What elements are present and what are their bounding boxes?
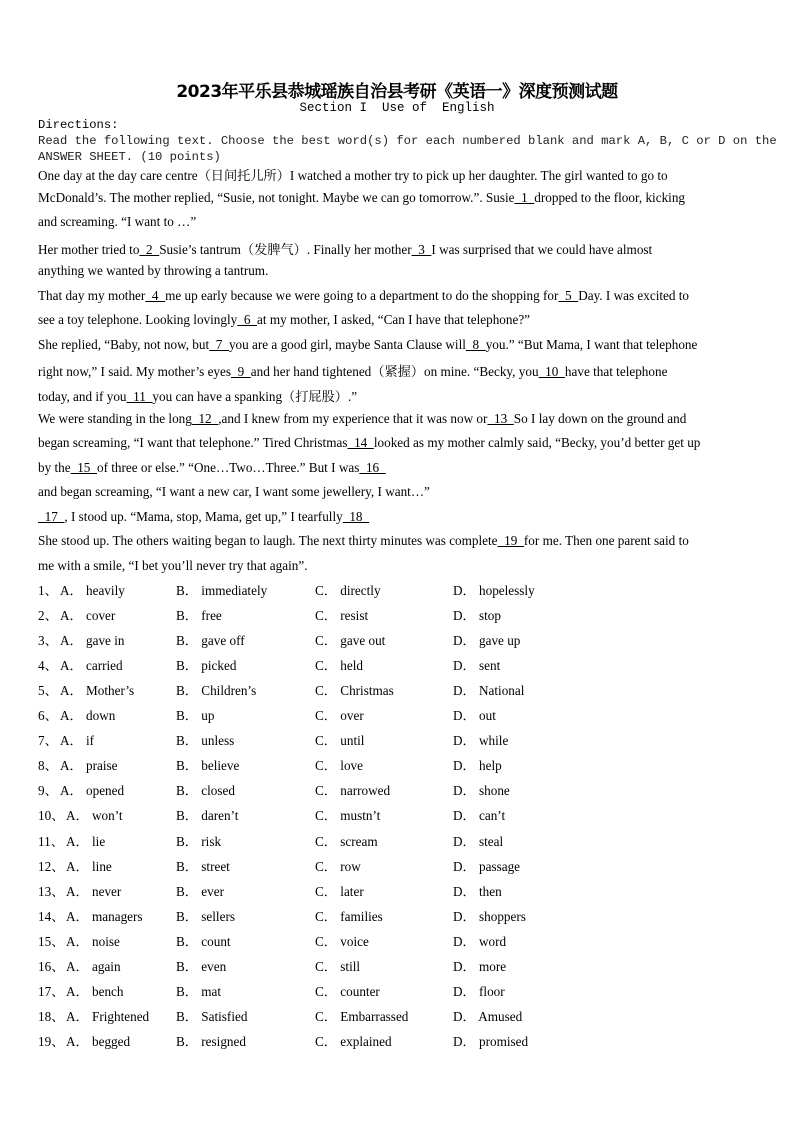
option-c: C． love bbox=[315, 758, 363, 774]
option-a: A． Frightened bbox=[66, 1008, 150, 1024]
passage-line bbox=[38, 337, 697, 353]
option-a: A． never bbox=[66, 883, 122, 899]
passage-line bbox=[38, 558, 308, 574]
question-number: 1、 bbox=[38, 583, 58, 598]
option-c: C． held bbox=[315, 658, 363, 674]
option-a: A． carried bbox=[60, 658, 123, 674]
option-d: D． word bbox=[453, 933, 507, 949]
question-number: 3、 bbox=[38, 633, 58, 649]
option-d: D． gave up bbox=[453, 633, 521, 649]
option-b: B． immediately bbox=[176, 583, 268, 598]
option-b: B． unless bbox=[176, 733, 235, 749]
question-number: 7、 bbox=[38, 733, 58, 749]
option-b: B． Satisfied bbox=[176, 1008, 248, 1024]
passage-line bbox=[38, 460, 386, 476]
question-number: 16、 bbox=[38, 958, 65, 974]
option-c: C． mustn’t bbox=[315, 808, 381, 824]
blank-13: 13 bbox=[487, 410, 514, 426]
option-c: C． until bbox=[315, 733, 365, 749]
option-d: D． National bbox=[453, 683, 525, 699]
option-d: D． Amused bbox=[453, 1008, 523, 1024]
passage-line bbox=[38, 361, 667, 380]
question-number: 17、 bbox=[38, 983, 65, 999]
passage-text: She stood up. The others waiting began to laugh. The next thirty minutes was complete bbox=[38, 533, 498, 549]
option-b: B． sellers bbox=[176, 908, 235, 924]
passage-text: One day at the day care centre（日间托儿所）I watched a mother try to pick up her daughter. The girl wanted to go to bbox=[38, 168, 668, 183]
option-a: A． won’t bbox=[66, 808, 123, 824]
option-a: A． if bbox=[60, 733, 95, 749]
blank-14: 14 bbox=[347, 435, 374, 451]
option-a: A． line bbox=[66, 858, 112, 874]
option-c: C． Christmas bbox=[315, 683, 394, 699]
blank-10: 10 bbox=[538, 364, 565, 380]
blank-9: 9 bbox=[231, 364, 251, 380]
option-c: C． later bbox=[315, 883, 364, 899]
option-a: A． noise bbox=[66, 933, 120, 949]
passage-text: McDonald’s. The mother replied, “Susie, not tonight. Maybe we can go tomorrow.”. Susie bbox=[38, 189, 515, 205]
option-b: B． street bbox=[176, 858, 230, 874]
passage-text: , I stood up. “Mama, stop, Mama, get up,” I tearfully bbox=[64, 508, 343, 524]
passage-text: and her hand tightened（紧握）on mine. “Becky, you bbox=[250, 364, 539, 380]
option-d: D． out bbox=[453, 708, 496, 724]
passage-text: Susie’s tantrum（发脾气）. Finally her mother bbox=[159, 241, 412, 257]
question-number: 19、 bbox=[38, 1033, 65, 1049]
question-number: 4、 bbox=[38, 658, 58, 674]
option-a: A． heavily bbox=[60, 583, 125, 598]
passage-line bbox=[38, 263, 268, 279]
passage-text: dropped to the floor, kicking bbox=[534, 189, 686, 205]
option-b: B． resigned bbox=[176, 1033, 246, 1049]
option-b: B． even bbox=[176, 958, 227, 974]
blank-1: 1 bbox=[514, 189, 535, 205]
passage-text: began screaming, “I want that telephone.” Tired Christmas bbox=[38, 435, 348, 451]
question-number: 5、 bbox=[38, 683, 58, 699]
blank-7: 7 bbox=[209, 336, 229, 352]
question-number: 9、 bbox=[38, 783, 58, 799]
option-a: A． opened bbox=[60, 783, 125, 799]
option-c: C． Embarrassed bbox=[315, 1008, 409, 1024]
option-a: A． Mother’s bbox=[60, 683, 135, 699]
passage-line bbox=[38, 288, 689, 304]
passage-line bbox=[38, 165, 668, 184]
passage-line bbox=[38, 509, 369, 525]
option-c: C． directly bbox=[315, 583, 381, 598]
option-c: C． over bbox=[315, 708, 364, 724]
blank-5: 5 bbox=[558, 287, 579, 303]
option-c: C． scream bbox=[315, 833, 378, 849]
passage-line bbox=[38, 190, 685, 206]
option-c: C． narrowed bbox=[315, 783, 391, 799]
passage-line bbox=[38, 435, 700, 451]
question-number: 12、 bbox=[38, 858, 65, 874]
page-title: 2023年平乐县恭城瑶族自治县考研《英语一》深度预测试题 bbox=[176, 82, 618, 102]
passage-text: anything we wanted by throwing a tantrum. bbox=[38, 263, 269, 279]
blank-3: 3 bbox=[411, 241, 432, 257]
option-a: A． praise bbox=[60, 758, 118, 774]
option-b: B． gave off bbox=[176, 633, 245, 649]
option-c: C． resist bbox=[315, 608, 369, 624]
question-number: 13、 bbox=[38, 883, 65, 899]
question-number: 6、 bbox=[38, 708, 58, 724]
passage-line bbox=[38, 533, 689, 549]
blank-15: 15 bbox=[70, 459, 97, 475]
question-number: 14、 bbox=[38, 908, 65, 924]
option-a: A． down bbox=[60, 708, 116, 724]
option-d: D． promised bbox=[453, 1033, 529, 1049]
blank-6: 6 bbox=[237, 312, 258, 328]
option-b: B． count bbox=[176, 933, 231, 949]
option-b: B． closed bbox=[176, 783, 235, 799]
passage-line bbox=[38, 239, 652, 258]
option-d: D． stop bbox=[453, 608, 501, 624]
option-d: D． steal bbox=[453, 833, 504, 849]
question-number: 18、 bbox=[38, 1008, 65, 1024]
passage-line bbox=[38, 484, 430, 500]
option-b: B． daren’t bbox=[176, 808, 239, 824]
option-b: B． risk bbox=[176, 833, 222, 849]
option-d: D． while bbox=[453, 733, 509, 749]
passage-line bbox=[38, 386, 357, 405]
question-number: 11、 bbox=[38, 833, 64, 849]
passage-text: I was surprised that we could have almost bbox=[431, 241, 653, 257]
option-b: B． mat bbox=[176, 983, 222, 999]
passage-text: looked as my mother calmly said, “Becky, you’d better get up bbox=[373, 435, 701, 451]
passage-text: me with a smile, “I bet you’ll never try that again”. bbox=[38, 557, 308, 573]
passage-text: by the bbox=[38, 459, 71, 475]
option-c: C． gave out bbox=[315, 633, 386, 649]
option-a: A． bench bbox=[66, 983, 124, 999]
passage-text: and screaming. “I want to …” bbox=[38, 214, 197, 230]
option-b: B． ever bbox=[176, 883, 224, 899]
directions-text: ANSWER SHEET. (10 points) bbox=[38, 150, 221, 164]
passage-text: for me. Then one parent said to bbox=[523, 533, 689, 549]
option-c: C． still bbox=[315, 958, 361, 974]
option-d: D． floor bbox=[453, 983, 505, 999]
option-a: A． gave in bbox=[60, 633, 125, 649]
blank-16: 16 bbox=[359, 459, 386, 475]
directions-text: Read the following text. Choose the best word(s) for each numbered blank and mark A, B, C or D on the bbox=[38, 134, 777, 148]
passage-text: She replied, “Baby, not now, but bbox=[38, 336, 210, 352]
option-d: D． can’t bbox=[453, 808, 506, 824]
passage-text: Her mother tried to bbox=[38, 241, 140, 257]
passage-text: So I lay down on the ground and bbox=[513, 410, 687, 426]
option-d: D． hopelessly bbox=[453, 583, 535, 598]
option-d: D． shone bbox=[453, 783, 510, 799]
option-d: D． sent bbox=[453, 658, 501, 674]
option-c: C． explained bbox=[315, 1033, 392, 1049]
question-number: 10、 bbox=[38, 808, 65, 824]
passage-line bbox=[38, 312, 530, 328]
option-b: B． free bbox=[176, 608, 222, 624]
directions-label: Directions: bbox=[38, 118, 119, 132]
passage-text: Day. I was excited to bbox=[578, 287, 690, 303]
blank-18: 18 bbox=[342, 508, 370, 524]
option-a: A． again bbox=[66, 958, 121, 974]
passage-text: you.” “But Mama, I want that telephone bbox=[485, 336, 698, 352]
blank-17: 17 bbox=[38, 508, 65, 524]
option-d: D． help bbox=[453, 758, 502, 774]
section-heading: Section I Use of English bbox=[299, 101, 495, 115]
passage-text: We were standing in the long bbox=[38, 410, 192, 426]
option-a: A． begged bbox=[66, 1033, 131, 1049]
question-number: 2、 bbox=[38, 608, 58, 624]
passage-text: and began screaming, “I want a new car, I want some jewellery, I want…” bbox=[38, 484, 430, 500]
passage-text: today, and if you bbox=[38, 388, 127, 404]
option-b: B． believe bbox=[176, 758, 240, 774]
blank-12: 12 bbox=[191, 410, 219, 426]
question-number: 8、 bbox=[38, 758, 58, 774]
option-b: B． up bbox=[176, 708, 215, 724]
blank-4: 4 bbox=[145, 287, 166, 303]
passage-text: you can have a spanking（打屁股）.” bbox=[152, 388, 358, 404]
option-c: C． row bbox=[315, 858, 361, 874]
option-d: D． then bbox=[453, 883, 502, 899]
question-number: 15、 bbox=[38, 933, 65, 949]
option-d: D． shoppers bbox=[453, 908, 526, 924]
option-b: B． Children’s bbox=[176, 683, 257, 699]
passage-text: me up early because we were going to a department to do the shopping for bbox=[165, 287, 559, 303]
passage-text: ,and I knew from my experience that it was now or bbox=[218, 410, 488, 426]
option-c: C． counter bbox=[315, 983, 380, 999]
passage-text: see a toy telephone. Looking lovingly bbox=[38, 312, 238, 328]
blank-11: 11 bbox=[126, 388, 153, 404]
option-a: A． lie bbox=[66, 833, 106, 849]
option-a: A． cover bbox=[60, 608, 116, 624]
passage-text: you are a good girl, maybe Santa Clause will bbox=[228, 336, 466, 352]
option-c: C． families bbox=[315, 908, 383, 924]
passage-text: have that telephone bbox=[564, 364, 668, 380]
option-a: A． managers bbox=[66, 908, 143, 924]
option-d: D． passage bbox=[453, 858, 521, 874]
passage-text: at my mother, I asked, “Can I have that telephone?” bbox=[257, 312, 531, 328]
passage-text: of three or else.” “One…Two…Three.” But I was bbox=[96, 459, 360, 475]
blank-19: 19 bbox=[497, 533, 524, 549]
option-b: B． picked bbox=[176, 658, 237, 674]
option-d: D． more bbox=[453, 958, 507, 974]
blank-2: 2 bbox=[139, 241, 160, 257]
passage-text: That day my mother bbox=[38, 287, 146, 303]
passage-line bbox=[38, 411, 686, 427]
blank-8: 8 bbox=[465, 336, 486, 352]
option-c: C． voice bbox=[315, 933, 369, 949]
passage-text: right now,” I said. My mother’s eyes bbox=[38, 364, 232, 380]
passage-line bbox=[38, 214, 196, 230]
